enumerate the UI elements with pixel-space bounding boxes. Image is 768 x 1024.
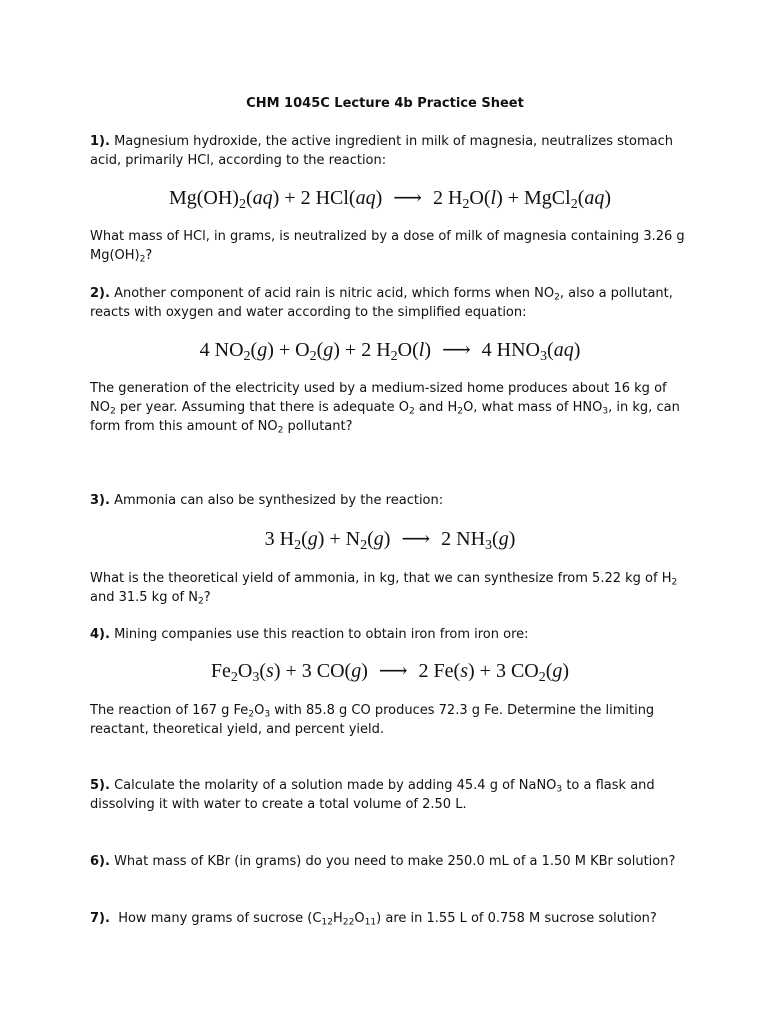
- reaction-arrow-icon: ⟶: [393, 187, 422, 209]
- question-number: 6).: [90, 854, 110, 869]
- question-number: 5).: [90, 778, 110, 793]
- question-3-intro: 3). Ammonia can also be synthesized by the reaction:: [90, 493, 444, 508]
- equation-1: $Mg(OH)_2(aq) + 2$ HCl(aq) ⟶ 2 $H_2O(l)$ + MgCl$_2$(aq): [168, 187, 612, 213]
- question-6: 6). What mass of KBr (in grams) do you need to make 250.0 mL of a 1.50 M KBr solution?: [90, 854, 676, 869]
- question-number: 3).: [90, 493, 110, 508]
- equation-3: 3 $H_2(g) + N_2(g)$ ⟶ 2 $NH_3(g)$: [264, 528, 516, 554]
- question-number: 2).: [90, 286, 110, 301]
- question-2-text: The generation of the electricity used by a medium-sized home produces about 16 kg of $NO_2$ per year. Assuming that there is adequate $O_2$ and $H_2O$, what mass of $HNO_3$, in kg, can form from this amount of $NO_2$ pollutant?: [90, 381, 680, 436]
- question-4-intro: 4). Mining companies use this reaction to obtain iron from iron ore:: [90, 627, 529, 642]
- question-4-text: The reaction of 167 g $Fe_2O_3$ with 85.8 g CO produces 72.3 g Fe. Determine the limiting reactant, theoretical yield, and percent yield.: [90, 703, 655, 737]
- equation-2: 4 $NO_2(g) + O_2(g) + 2$ $H_2O(l)$ ⟶ 4 $HNO_3(aq)$: [199, 339, 581, 365]
- reaction-arrow-icon: ⟶: [442, 339, 471, 361]
- question-number: 4).: [90, 627, 110, 642]
- question-number: 1).: [90, 134, 110, 149]
- question-1-text: What mass of HCl, in grams, is neutralized by a dose of milk of magnesia containing 3.26 g $Mg(OH)_2$?: [90, 229, 685, 265]
- question-5: 5). Calculate the molarity of a solution made by adding 45.4 g of NaNO$_3$ to a flask and dissolving it with water to create a total volume of 2.50 L.: [90, 778, 655, 812]
- question-7: 7). How many grams of sucrose $(C_{12}H_{22}O_{11})$ are in 1.55 L of 0.758 M sucrose solution?: [90, 911, 657, 928]
- page-title: CHM 1045C Lecture 4b Practice Sheet: [246, 96, 524, 111]
- reaction-arrow-icon: ⟶: [378, 660, 408, 682]
- question-2-intro: 2). Another component of acid rain is nitric acid, which forms when $NO_2$, also a pollutant, reacts with oxygen and water according to the simplified equation:: [90, 286, 673, 320]
- question-number: 7).: [90, 911, 110, 926]
- reaction-arrow-icon: ⟶: [401, 528, 431, 550]
- question-1-intro: 1). Magnesium hydroxide, the active ingredient in milk of magnesia, neutralizes stomach acid, primarily HCl, according to the reaction:: [90, 134, 673, 168]
- question-3-text: What is the theoretical yield of ammonia, in kg, that we can synthesize from 5.22 kg of $H_2$ and 31.5 kg of $N_2$?: [90, 571, 678, 607]
- equation-4: $Fe_2O_3(s) + 3$ CO(g) ⟶ 2 Fe(s) + 3 $CO_2(g)$: [210, 660, 570, 686]
